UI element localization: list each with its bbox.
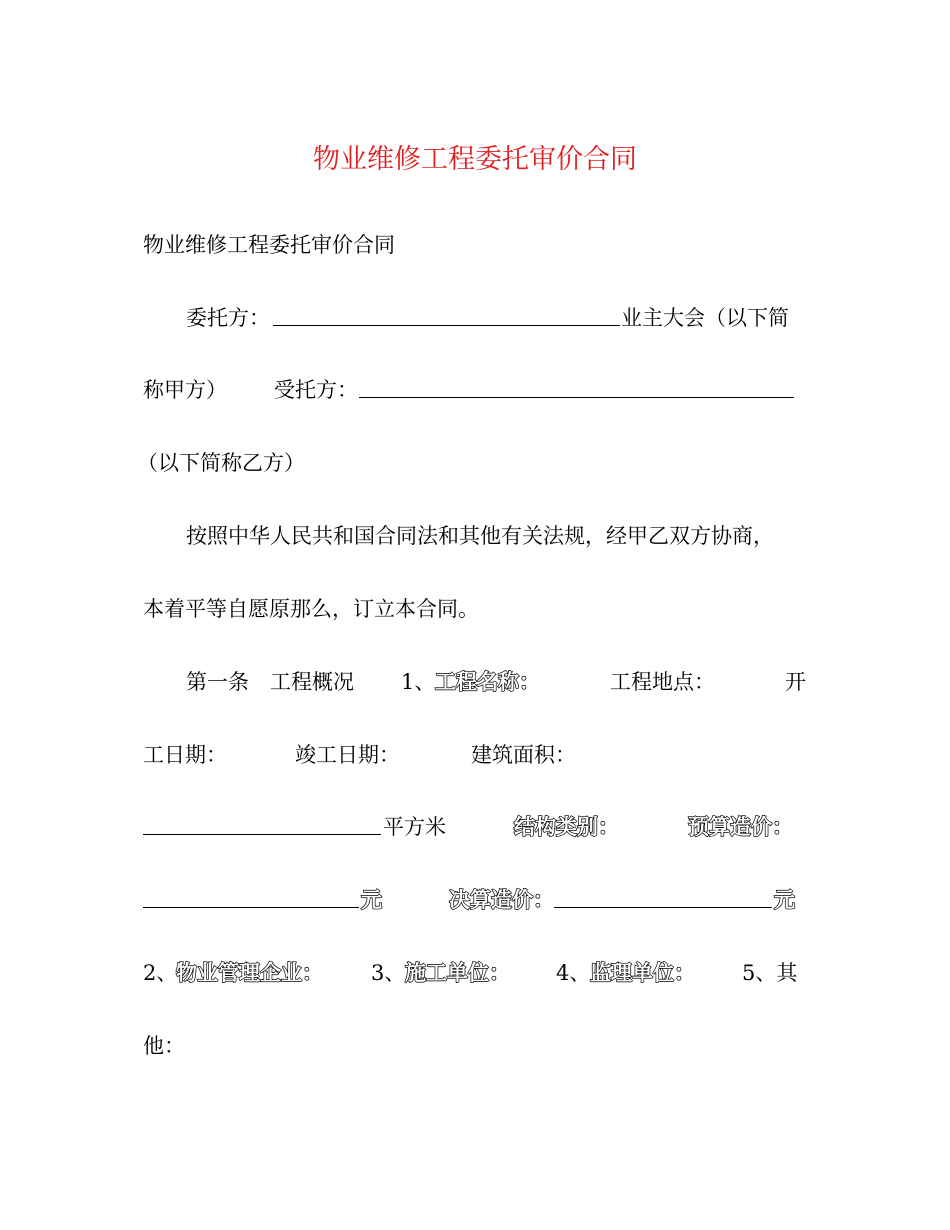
project-name-label: 工程名称： bbox=[435, 670, 540, 694]
article1-line bbox=[143, 662, 806, 702]
start-date-char: 开 bbox=[785, 670, 806, 694]
other-num: 5、其 bbox=[742, 961, 798, 985]
dates-line bbox=[143, 735, 803, 775]
client-suffix-2: 称甲方） bbox=[143, 378, 227, 402]
constructor-label: 施工单位： bbox=[405, 961, 510, 985]
client-suffix: 业主大会（以下简 bbox=[621, 306, 789, 330]
final-blank[interactable] bbox=[554, 880, 772, 908]
budget-label: 预算造价： bbox=[688, 815, 793, 839]
yuan-unit-2: 元 bbox=[774, 888, 795, 912]
agent-line bbox=[143, 370, 803, 410]
client-blank[interactable] bbox=[273, 298, 620, 326]
location-label: 工程地点： bbox=[610, 670, 715, 694]
subtitle: 物业维修工程委托审价合同 bbox=[143, 233, 395, 257]
building-area-label: 建筑面积： bbox=[471, 743, 576, 767]
intro-text-2: 本着平等自愿原那么，订立本合同。 bbox=[143, 597, 479, 621]
agent-suffix: （以下简称乙方） bbox=[137, 451, 305, 475]
article1-heading: 第一条 工程概况 bbox=[186, 670, 354, 694]
project-name-num: 1、 bbox=[401, 670, 436, 694]
subtitle-line bbox=[143, 225, 803, 265]
completion-date-label: 竣工日期： bbox=[295, 743, 400, 767]
structure-label: 结构类别： bbox=[514, 815, 619, 839]
budget-blank[interactable] bbox=[143, 880, 359, 908]
intro-line-1 bbox=[143, 516, 803, 556]
agent-label: 受托方： bbox=[274, 378, 358, 402]
other-label: 他： bbox=[143, 1034, 185, 1058]
sqm-unit: 平方米 bbox=[383, 815, 446, 839]
intro-line-2 bbox=[143, 589, 803, 629]
client-line bbox=[143, 298, 803, 338]
final-label: 决算造价： bbox=[449, 888, 554, 912]
budget-line bbox=[143, 880, 803, 920]
start-date-label: 工日期： bbox=[143, 743, 227, 767]
area-line bbox=[143, 807, 803, 847]
yuan-unit: 元 bbox=[361, 888, 382, 912]
agent-blank[interactable] bbox=[359, 370, 794, 398]
supervisor-label: 监理单位： bbox=[590, 961, 695, 985]
agent-suffix-line bbox=[137, 443, 803, 483]
supervisor-num: 4、 bbox=[556, 961, 591, 985]
building-area-blank[interactable] bbox=[143, 807, 381, 835]
document-title: 物业维修工程委托审价合同 bbox=[313, 144, 637, 175]
client-label: 委托方： bbox=[186, 306, 270, 330]
intro-text-1: 按照中华人民共和国合同法和其他有关法规，经甲乙双方协商， bbox=[186, 524, 774, 548]
constructor-num: 3、 bbox=[371, 961, 406, 985]
pm-num: 2、 bbox=[143, 961, 178, 985]
parties-line bbox=[143, 953, 803, 993]
pm-label: 物业管理企业： bbox=[176, 961, 323, 985]
other-line bbox=[143, 1026, 803, 1066]
